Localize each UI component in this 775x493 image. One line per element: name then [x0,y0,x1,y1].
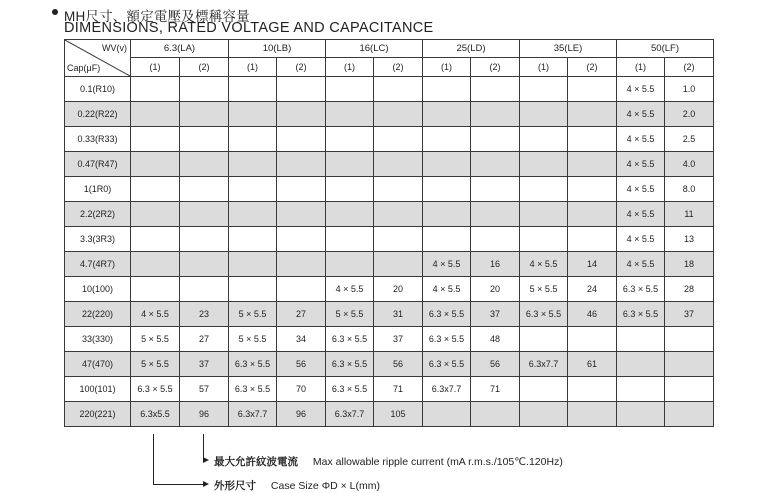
case-size-cell [617,352,665,377]
ripple-current-cell: 20 [471,277,520,302]
case-size-cell [326,177,374,202]
wv-label: WV(v) [102,43,127,53]
case-size-cell [326,77,374,102]
connector-line-size-h [153,484,203,485]
ripple-current-cell: 96 [180,402,229,427]
title-chinese: MH尺寸、額定電壓及標稱容量 [64,9,250,24]
table-row [65,252,714,277]
capacitance-cell: 220(221) [65,402,131,427]
voltage-header-row [65,40,714,58]
capacitance-cell: 2.2(2R2) [65,202,131,227]
ripple-current-cell [471,77,520,102]
case-size-cell [520,202,568,227]
sub-header: (1) [131,58,180,77]
ripple-current-cell: 2.0 [665,102,714,127]
ripple-current-cell: 28 [665,277,714,302]
case-size-cell [326,152,374,177]
case-size-cell [423,177,471,202]
case-size-cell: 4 × 5.5 [617,202,665,227]
case-size-cell [131,177,180,202]
case-size-cell [229,277,277,302]
case-size-cell [229,252,277,277]
ripple-current-cell [665,402,714,427]
size-note-cn: 外形尺寸 [214,480,256,492]
ripple-current-cell: 57 [180,377,229,402]
connector-line-ripple [203,434,204,460]
case-size-cell [520,127,568,152]
capacitance-cell: 3.3(3R3) [65,227,131,252]
ripple-current-cell [471,177,520,202]
ripple-current-cell [568,327,617,352]
capacitance-cell: 4.7(4R7) [65,252,131,277]
size-note [214,478,380,493]
capacitance-cell: 0.33(R33) [65,127,131,152]
ripple-current-cell: 56 [374,352,423,377]
case-size-cell [520,177,568,202]
ripple-current-cell: 34 [277,327,326,352]
case-size-cell: 6.3x7.7 [326,402,374,427]
table-row [65,352,714,377]
case-size-cell [617,327,665,352]
connector-line-size [153,434,154,484]
case-size-cell [326,252,374,277]
ripple-current-cell [374,127,423,152]
case-size-cell: 4 × 5.5 [131,302,180,327]
case-size-cell [520,227,568,252]
sub-header: (1) [423,58,471,77]
case-size-cell: 5 × 5.5 [229,327,277,352]
ripple-current-cell: 56 [471,352,520,377]
case-size-cell [326,127,374,152]
ripple-current-cell [471,152,520,177]
case-size-cell [520,377,568,402]
ripple-current-cell: 96 [277,402,326,427]
table-row [65,377,714,402]
ripple-current-cell [568,102,617,127]
case-size-cell [131,127,180,152]
ripple-current-cell: 11 [665,202,714,227]
voltage-header: 25(LD) [423,40,520,58]
ripple-current-cell [568,152,617,177]
ripple-current-cell [568,77,617,102]
ripple-current-cell [471,127,520,152]
ripple-current-cell: 13 [665,227,714,252]
ripple-note-cn: 最大允許紋波電流 [214,456,298,468]
ripple-current-cell: 2.5 [665,127,714,152]
case-size-cell: 4 × 5.5 [617,252,665,277]
voltage-header: 16(LC) [326,40,423,58]
ripple-current-cell [374,202,423,227]
voltage-header: 10(LB) [229,40,326,58]
ripple-current-cell [277,127,326,152]
ripple-current-cell [665,377,714,402]
ripple-current-cell [180,127,229,152]
ripple-current-cell: 71 [471,377,520,402]
case-size-cell [229,202,277,227]
ripple-current-cell: 27 [180,327,229,352]
case-size-cell: 5 × 5.5 [520,277,568,302]
ripple-current-cell [180,77,229,102]
case-size-cell [131,227,180,252]
case-size-cell: 4 × 5.5 [617,77,665,102]
case-size-cell [617,402,665,427]
case-size-cell: 6.3x5.5 [131,402,180,427]
table-row [65,202,714,227]
case-size-cell [423,102,471,127]
ripple-current-cell: 31 [374,302,423,327]
ripple-current-cell [277,202,326,227]
case-size-cell [229,127,277,152]
case-size-cell: 5 × 5.5 [229,302,277,327]
sub-header: (2) [277,58,326,77]
case-size-cell: 6.3 × 5.5 [326,352,374,377]
ripple-current-cell: 71 [374,377,423,402]
capacitance-cell: 0.22(R22) [65,102,131,127]
ripple-current-cell [180,227,229,252]
case-size-cell [131,252,180,277]
case-size-cell: 5 × 5.5 [131,327,180,352]
ripple-current-cell [180,177,229,202]
capacitance-cell: 33(330) [65,327,131,352]
case-size-cell: 4 × 5.5 [423,277,471,302]
sub-header: (2) [665,58,714,77]
case-size-cell: 4 × 5.5 [617,102,665,127]
table-row [65,77,714,102]
ripple-current-cell [277,227,326,252]
case-size-cell: 4 × 5.5 [617,227,665,252]
case-size-cell: 6.3 × 5.5 [326,327,374,352]
case-size-cell [131,202,180,227]
case-size-cell [520,102,568,127]
case-size-cell: 4 × 5.5 [520,252,568,277]
ripple-current-cell: 105 [374,402,423,427]
ripple-current-cell [374,152,423,177]
ripple-current-cell [277,102,326,127]
arrow-size-icon [203,481,209,487]
bullet-icon [52,9,58,15]
ripple-current-cell: 37 [374,327,423,352]
table-row [65,152,714,177]
ripple-current-cell: 14 [568,252,617,277]
sub-header: (2) [374,58,423,77]
ripple-current-cell [568,377,617,402]
case-size-cell [229,77,277,102]
case-size-cell: 6.3 × 5.5 [423,302,471,327]
corner-cell [65,40,131,77]
ripple-current-cell [277,177,326,202]
case-size-cell: 5 × 5.5 [326,302,374,327]
case-size-cell [520,152,568,177]
ripple-current-cell [665,352,714,377]
capacitance-cell: 0.47(R47) [65,152,131,177]
case-size-cell: 6.3 × 5.5 [229,352,277,377]
ripple-current-cell [471,402,520,427]
case-size-cell: 6.3 × 5.5 [423,352,471,377]
ripple-current-cell [471,202,520,227]
ripple-current-cell [568,127,617,152]
ripple-current-cell: 24 [568,277,617,302]
ripple-current-cell: 23 [180,302,229,327]
case-size-cell [423,127,471,152]
ripple-current-cell [665,327,714,352]
case-size-cell [520,402,568,427]
case-size-cell [423,402,471,427]
ripple-current-cell [374,177,423,202]
table-row [65,227,714,252]
case-size-cell: 6.3x7.7 [520,352,568,377]
ripple-current-cell [277,277,326,302]
case-size-cell [520,77,568,102]
table-row [65,402,714,427]
case-size-cell: 6.3x7.7 [423,377,471,402]
ripple-current-cell [471,227,520,252]
case-size-cell [423,202,471,227]
ripple-current-cell [277,77,326,102]
table-row [65,102,714,127]
ripple-current-cell: 4.0 [665,152,714,177]
capacitance-cell: 47(470) [65,352,131,377]
ripple-current-cell: 70 [277,377,326,402]
ripple-current-cell [180,102,229,127]
case-size-cell: 6.3 × 5.5 [617,277,665,302]
ripple-current-cell [374,227,423,252]
ripple-current-cell: 37 [471,302,520,327]
ripple-current-cell [471,102,520,127]
ripple-current-cell [277,252,326,277]
title-english: DIMENSIONS, RATED VOLTAGE AND CAPACITANCE [64,20,434,36]
case-size-cell [131,277,180,302]
sub-header: (1) [520,58,568,77]
voltage-header: 35(LE) [520,40,617,58]
case-size-cell [423,227,471,252]
sub-header: (2) [471,58,520,77]
ripple-current-cell: 27 [277,302,326,327]
case-size-cell [326,202,374,227]
capacitance-cell: 0.1(R10) [65,77,131,102]
ripple-current-cell: 48 [471,327,520,352]
arrow-ripple-icon [203,457,209,463]
ripple-current-cell [568,227,617,252]
ripple-current-cell [180,277,229,302]
sub-header-row [65,58,714,77]
case-size-cell: 6.3x7.7 [229,402,277,427]
case-size-cell [229,177,277,202]
ripple-current-cell: 46 [568,302,617,327]
case-size-cell [423,77,471,102]
case-size-cell [326,227,374,252]
table-row [65,177,714,202]
voltage-header: 50(LF) [617,40,714,58]
capacitance-cell: 10(100) [65,277,131,302]
case-size-cell: 6.3 × 5.5 [326,377,374,402]
ripple-current-cell [568,402,617,427]
ripple-current-cell: 37 [665,302,714,327]
case-size-cell: 4 × 5.5 [423,252,471,277]
case-size-cell: 4 × 5.5 [326,277,374,302]
ripple-note [214,454,563,469]
ripple-current-cell [374,77,423,102]
case-size-cell [229,227,277,252]
ripple-current-cell [374,102,423,127]
ripple-current-cell: 1.0 [665,77,714,102]
case-size-cell [423,152,471,177]
case-size-cell [229,152,277,177]
case-size-cell [617,377,665,402]
case-size-cell [229,102,277,127]
table-row [65,127,714,152]
table-row [65,327,714,352]
table-row [65,277,714,302]
case-size-cell: 6.3 × 5.5 [131,377,180,402]
case-size-cell: 6.3 × 5.5 [229,377,277,402]
case-size-cell: 6.3 × 5.5 [520,302,568,327]
case-size-cell [131,102,180,127]
cap-label: Cap(μF) [67,63,101,73]
case-size-cell: 4 × 5.5 [617,152,665,177]
capacitance-cell: 1(1R0) [65,177,131,202]
ripple-current-cell: 61 [568,352,617,377]
dimensions-table [64,39,714,427]
ripple-current-cell: 18 [665,252,714,277]
ripple-current-cell: 37 [180,352,229,377]
ripple-current-cell [277,152,326,177]
ripple-current-cell: 8.0 [665,177,714,202]
ripple-current-cell [568,202,617,227]
case-size-cell [131,77,180,102]
case-size-cell [326,102,374,127]
ripple-current-cell: 56 [277,352,326,377]
ripple-current-cell [180,202,229,227]
ripple-note-en: Max allowable ripple current (mA r.m.s./105℃.120Hz) [312,456,563,468]
case-size-cell [131,152,180,177]
case-size-cell [520,327,568,352]
capacitance-cell: 22(220) [65,302,131,327]
case-size-cell: 4 × 5.5 [617,177,665,202]
voltage-header: 6.3(LA) [131,40,229,58]
capacitance-cell: 100(101) [65,377,131,402]
case-size-cell: 5 × 5.5 [131,352,180,377]
sub-header: (1) [229,58,277,77]
ripple-current-cell: 20 [374,277,423,302]
ripple-current-cell [374,252,423,277]
ripple-current-cell [568,177,617,202]
case-size-cell: 4 × 5.5 [617,127,665,152]
sub-header: (1) [617,58,665,77]
ripple-current-cell: 16 [471,252,520,277]
sub-header: (2) [568,58,617,77]
table-row [65,302,714,327]
case-size-cell: 6.3 × 5.5 [423,327,471,352]
case-size-cell: 6.3 × 5.5 [617,302,665,327]
size-note-en: Case Size ΦD × L(mm) [270,480,380,492]
sub-header: (2) [180,58,229,77]
sub-header: (1) [326,58,374,77]
ripple-current-cell [180,152,229,177]
ripple-current-cell [180,252,229,277]
